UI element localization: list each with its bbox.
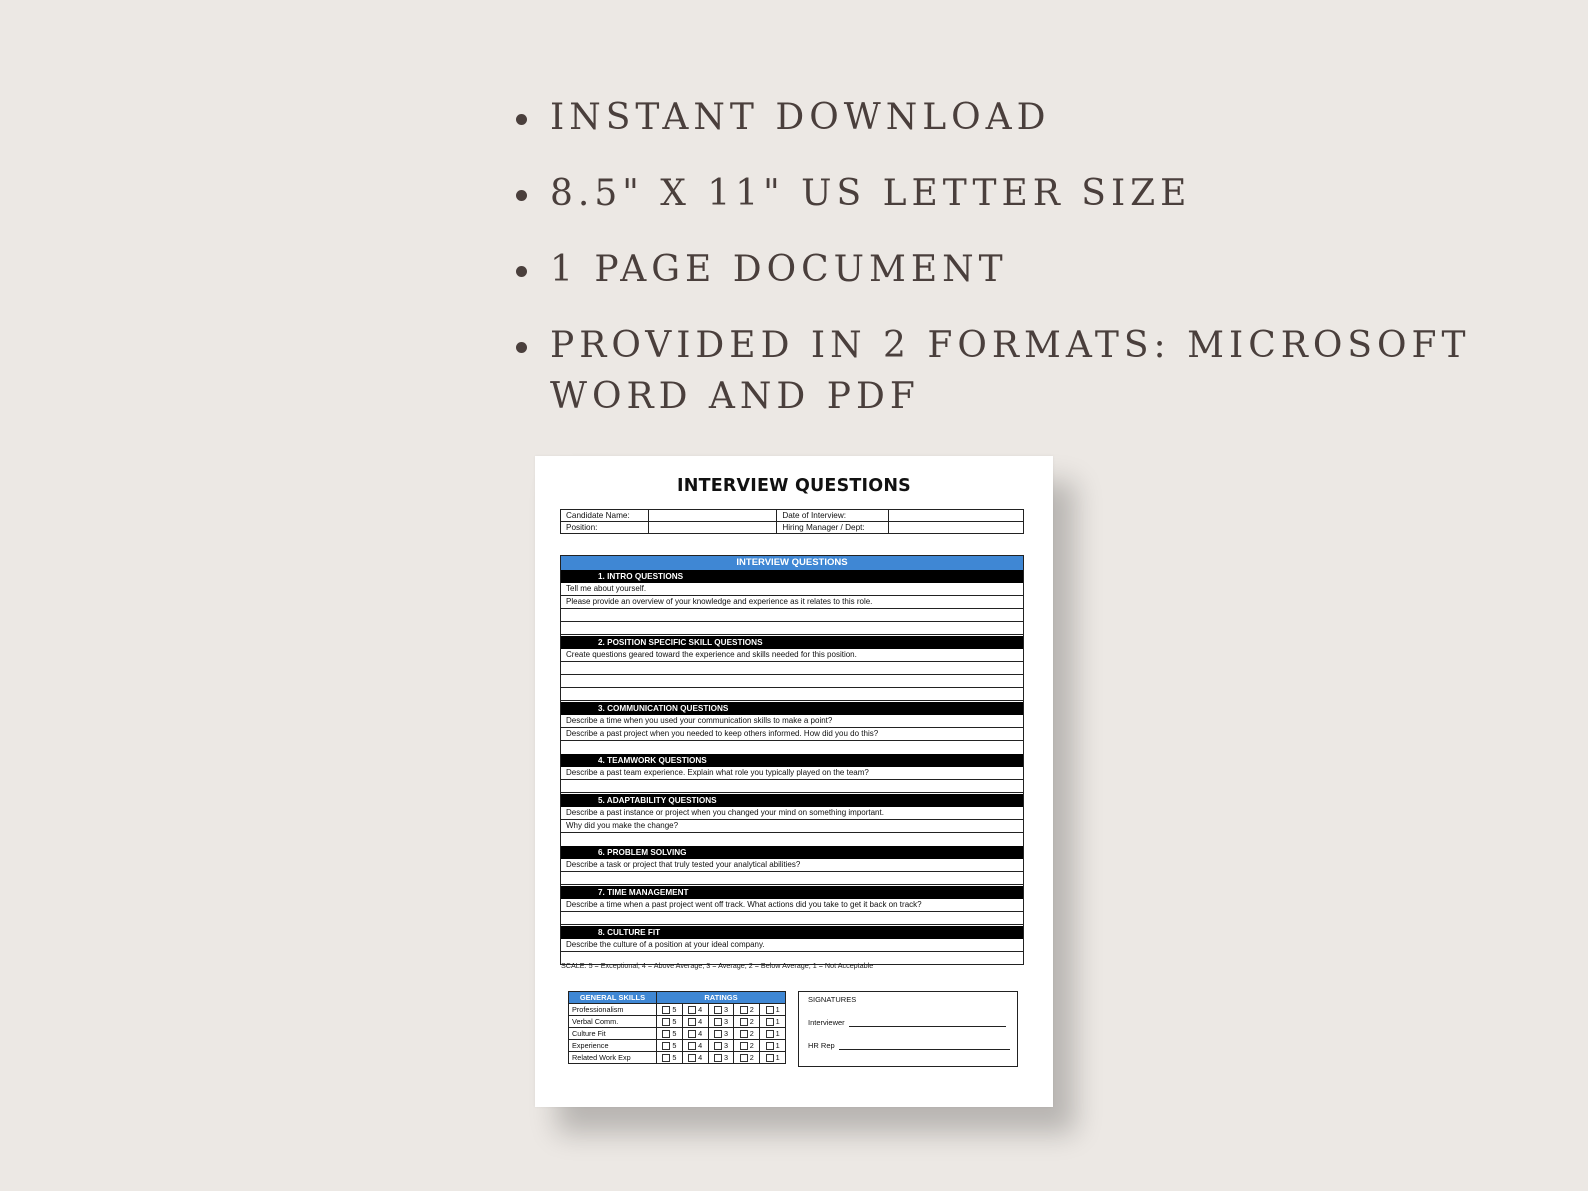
candidate-name-field [648,510,776,522]
manager-label: Hiring Manager / Dept: [777,522,888,534]
document-title: INTERVIEW QUESTIONS [677,476,911,496]
skill-row [569,1040,786,1052]
interviewer-signature [808,1018,1006,1027]
bullet-icon [516,266,527,277]
question-row: Describe a past instance or project when you changed your mind on something important. [561,807,1023,820]
question-section [561,754,1023,793]
question-row: Create questions geared toward the experience and skills needed for this position. [561,649,1023,662]
question-row: Describe a past project when you needed to keep others informed. How did you do this? [561,728,1023,741]
rating-cell: 2 [734,1040,760,1052]
hr-signature [808,1041,1010,1050]
questions-box [560,555,1024,965]
rating-cell: 5 [657,1028,683,1040]
signature-line [849,1018,1006,1027]
question-section [561,636,1023,701]
rating-cell: 5 [657,1016,683,1028]
question-section [561,886,1023,925]
rating-cell: 2 [734,1004,760,1016]
rating-cell: 1 [760,1052,786,1064]
checkbox-icon [766,1018,774,1026]
question-section [561,702,1023,741]
checkbox-icon [766,1030,774,1038]
section-title: 5. ADAPTABILITY QUESTIONS [561,794,1023,807]
section-title: 1. INTRO QUESTIONS [561,570,1023,583]
bullet-icon [516,342,527,353]
answer-row [561,872,1023,885]
checkbox-icon [662,1018,670,1026]
answer-row [561,912,1023,925]
signatures-box [798,991,1018,1067]
feature-text: PROVIDED IN 2 FORMATS: MICROSOFT WORD AND PDF [550,325,1471,417]
checkbox-icon [714,1042,722,1050]
question-section [561,926,1023,964]
checkbox-icon [714,1006,722,1014]
bullet-icon [516,190,527,201]
rating-cell: 1 [760,1028,786,1040]
checkbox-icon [688,1006,696,1014]
checkbox-icon [662,1042,670,1050]
checkbox-icon [766,1006,774,1014]
feature-item [516,244,1576,295]
skill-row [569,1016,786,1028]
feature-text: 1 PAGE DOCUMENT [550,249,1008,290]
rating-cell: 3 [708,1004,734,1016]
section-title: 8. CULTURE FIT [561,926,1023,939]
rating-cell: 5 [657,1052,683,1064]
rating-cell: 2 [734,1016,760,1028]
answer-row [561,609,1023,622]
checkbox-icon [662,1006,670,1014]
question-row: Describe the culture of a position at your ideal company. [561,939,1023,952]
skill-label: Related Work Exp [569,1052,657,1064]
checkbox-icon [688,1030,696,1038]
skill-label: Professionalism [569,1004,657,1016]
skill-label: Experience [569,1040,657,1052]
checkbox-icon [740,1018,748,1026]
position-field [648,522,776,534]
rating-cell: 1 [760,1004,786,1016]
checkbox-icon [740,1030,748,1038]
checkbox-icon [662,1054,670,1062]
answer-row [561,675,1023,688]
hr-label: HR Rep [808,1041,835,1050]
checkbox-icon [766,1042,774,1050]
skills-header: GENERAL SKILLS [569,992,657,1004]
feature-list [516,92,1576,447]
date-label: Date of Interview: [777,510,888,522]
skill-row [569,1052,786,1064]
section-title: 3. COMMUNICATION QUESTIONS [561,702,1023,715]
checkbox-icon [714,1018,722,1026]
checkbox-icon [740,1042,748,1050]
rating-cell: 4 [682,1052,708,1064]
position-label: Position: [561,522,649,534]
checkbox-icon [688,1042,696,1050]
section-title: 4. TEAMWORK QUESTIONS [561,754,1023,767]
question-row: Describe a task or project that truly tested your analytical abilities? [561,859,1023,872]
candidate-info-table [560,509,1024,534]
questions-header: INTERVIEW QUESTIONS [561,556,1023,570]
rating-cell: 3 [708,1016,734,1028]
question-section [561,570,1023,635]
candidate-name-label: Candidate Name: [561,510,649,522]
signatures-title: SIGNATURES [808,995,857,1004]
rating-cell: 3 [708,1052,734,1064]
question-section [561,794,1023,833]
checkbox-icon [740,1006,748,1014]
checkbox-icon [688,1054,696,1062]
skill-row [569,1028,786,1040]
rating-cell: 1 [760,1040,786,1052]
question-section [561,846,1023,885]
checkbox-icon [740,1054,748,1062]
rating-cell: 1 [760,1016,786,1028]
checkbox-icon [714,1054,722,1062]
feature-item [516,320,1576,422]
section-title: 6. PROBLEM SOLVING [561,846,1023,859]
rating-cell: 5 [657,1040,683,1052]
ratings-header: RATINGS [657,992,786,1004]
checkbox-icon [766,1054,774,1062]
skills-rating-table [568,991,786,1064]
feature-text: INSTANT DOWNLOAD [550,97,1051,138]
rating-cell: 5 [657,1004,683,1016]
rating-cell: 3 [708,1040,734,1052]
bullet-icon [516,114,527,125]
rating-cell: 4 [682,1040,708,1052]
rating-cell: 3 [708,1028,734,1040]
answer-row [561,780,1023,793]
feature-text: 8.5" X 11" US LETTER SIZE [550,173,1192,214]
feature-item [516,92,1576,143]
manager-field [888,522,1024,534]
answer-row [561,662,1023,675]
answer-row [561,688,1023,701]
question-row: Describe a time when you used your communication skills to make a point? [561,715,1023,728]
signature-line [839,1041,1010,1050]
skill-row [569,1004,786,1016]
document-preview [535,456,1053,1107]
question-row: Describe a past team experience. Explain what role you typically played on the team? [561,767,1023,780]
question-row: Please provide an overview of your knowledge and experience as it relates to this role. [561,596,1023,609]
question-row: Why did you make the change? [561,820,1023,833]
checkbox-icon [688,1018,696,1026]
rating-scale-note: SCALE: 5 = Exceptional, 4 = Above Average, 3 = Average, 2 = Below Average, 1 = Not Acceptable [561,961,874,970]
section-title: 2. POSITION SPECIFIC SKILL QUESTIONS [561,636,1023,649]
rating-cell: 4 [682,1028,708,1040]
question-row: Describe a time when a past project went off track. What actions did you take to get it back on track? [561,899,1023,912]
rating-cell: 2 [734,1052,760,1064]
date-field [888,510,1024,522]
rating-cell: 4 [682,1004,708,1016]
checkbox-icon [662,1030,670,1038]
answer-row [561,622,1023,635]
interviewer-label: Interviewer [808,1018,845,1027]
feature-item [516,168,1576,219]
skill-label: Verbal Comm. [569,1016,657,1028]
checkbox-icon [714,1030,722,1038]
rating-cell: 4 [682,1016,708,1028]
section-title: 7. TIME MANAGEMENT [561,886,1023,899]
skill-label: Culture Fit [569,1028,657,1040]
rating-cell: 2 [734,1028,760,1040]
question-row: Tell me about yourself. [561,583,1023,596]
